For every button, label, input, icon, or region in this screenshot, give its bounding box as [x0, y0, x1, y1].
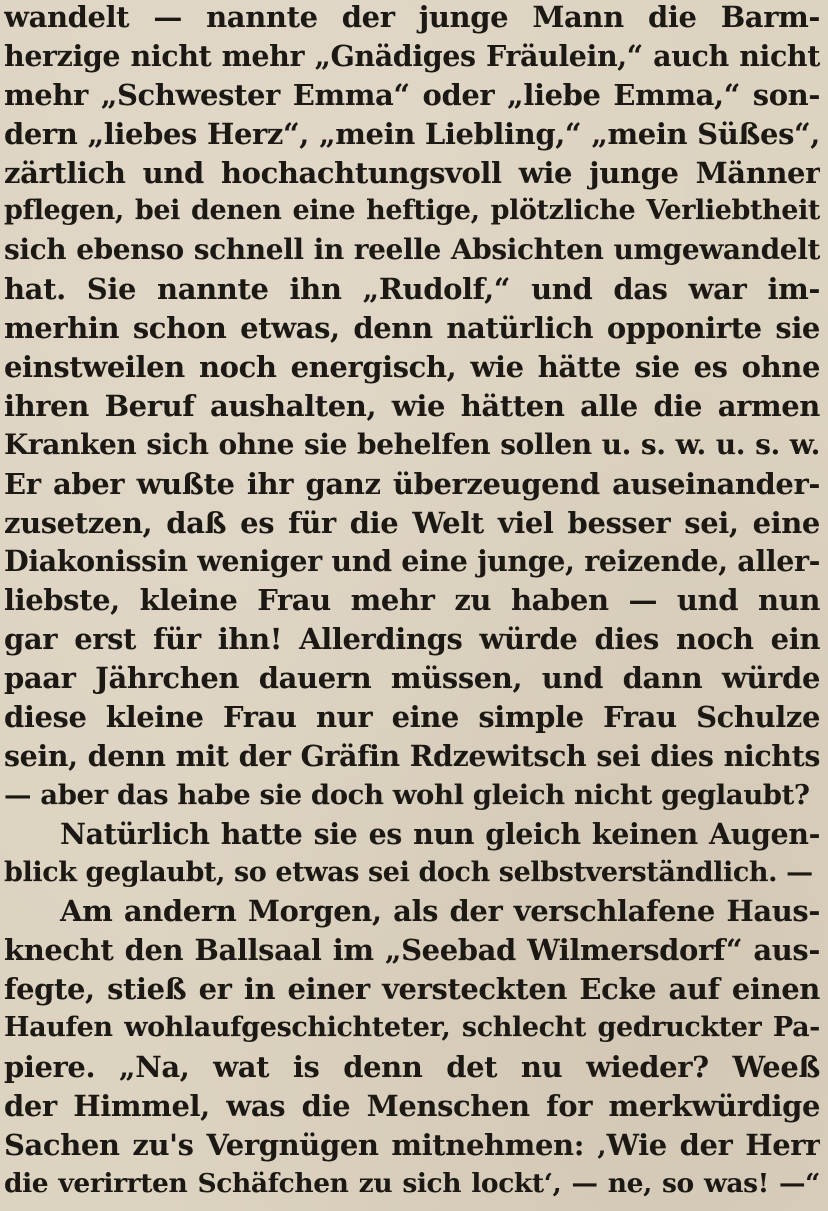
text-line: fegte, stieß er in einer versteckten Ecke auf einen [4, 972, 820, 1007]
text-line: diese kleine Frau nur eine simple Frau Schulze [4, 700, 820, 735]
text-line: Natürlich hatte sie es nun gleich keinen Augen- [60, 816, 820, 851]
text-line: herzige nicht mehr „Gnädiges Fräulein,“ auch nicht [4, 38, 820, 73]
text-line: blick geglaubt, so etwas sei doch selbstverständlich. — [4, 856, 813, 888]
text-line: Am andern Morgen, als der verschlafene Haus- [60, 894, 820, 929]
body-text [4, 0, 820, 1204]
text-line: ihren Beruf aushalten, wie hätten alle die armen [4, 388, 820, 423]
text-line: die verirrten Schäfchen zu sich lockt‘, — ne, so was! —“ [4, 1167, 820, 1199]
text-line: Kranken sich ohne sie behelfen sollen u. s. w. u. s. w. [4, 427, 820, 461]
text-line: hat. Sie nannte ihn „Rudolf,“ und das war im- [4, 272, 820, 307]
text-line: — aber das habe sie doch wohl gleich nicht geglaubt? [4, 778, 810, 811]
text-line: Sachen zu's Vergnügen mitnehmen: ‚Wie der Herr [4, 1127, 820, 1162]
text-line: Er aber wußte ihr ganz überzeugend auseinander- [4, 466, 820, 501]
text-line: Diakonissin weniger und eine junge, reizende, aller- [4, 544, 820, 579]
text-line: dern „liebes Herz“, „mein Liebling,“ „mein Süßes“, [4, 116, 820, 151]
text-line: paar Jährchen dauern müssen, und dann würde [4, 661, 820, 696]
text-line: zusetzen, daß es für die Welt viel besser sei, eine [4, 505, 820, 540]
text-line: merhin schon etwas, denn natürlich opponirte sie [4, 311, 820, 346]
text-line: zärtlich und hochachtungsvoll wie junge Männer [4, 155, 820, 190]
text-line: wandelt — nannte der junge Mann die Barm- [4, 0, 820, 34]
text-line: liebste, kleine Frau mehr zu haben — und nun [4, 583, 820, 618]
text-line: einstweilen noch energisch, wie hätte sie es ohne [4, 350, 820, 385]
text-line: sich ebenso schnell in reelle Absichten umgewandelt [4, 233, 820, 267]
text-line: gar erst für ihn! Allerdings würde dies noch ein [4, 622, 820, 657]
text-line: mehr „Schwester Emma“ oder „liebe Emma,“ son- [4, 77, 820, 112]
text-line: sein, denn mit der Gräfin Rdzewitsch sei dies nichts [4, 738, 820, 773]
text-line: pflegen, bei denen eine heftige, plötzliche Verliebtheit [4, 195, 820, 227]
text-line: Haufen wohlaufgeschichteter, schlecht gedruckter Pa- [4, 1012, 820, 1044]
text-line: piere. „Na, wat is denn det nu wieder? Weeß [4, 1050, 820, 1085]
text-line: knecht den Ballsaal im „Seebad Wilmersdorf“ aus- [4, 933, 820, 968]
text-line: der Himmel, was die Menschen for merkwürdige [4, 1088, 820, 1123]
